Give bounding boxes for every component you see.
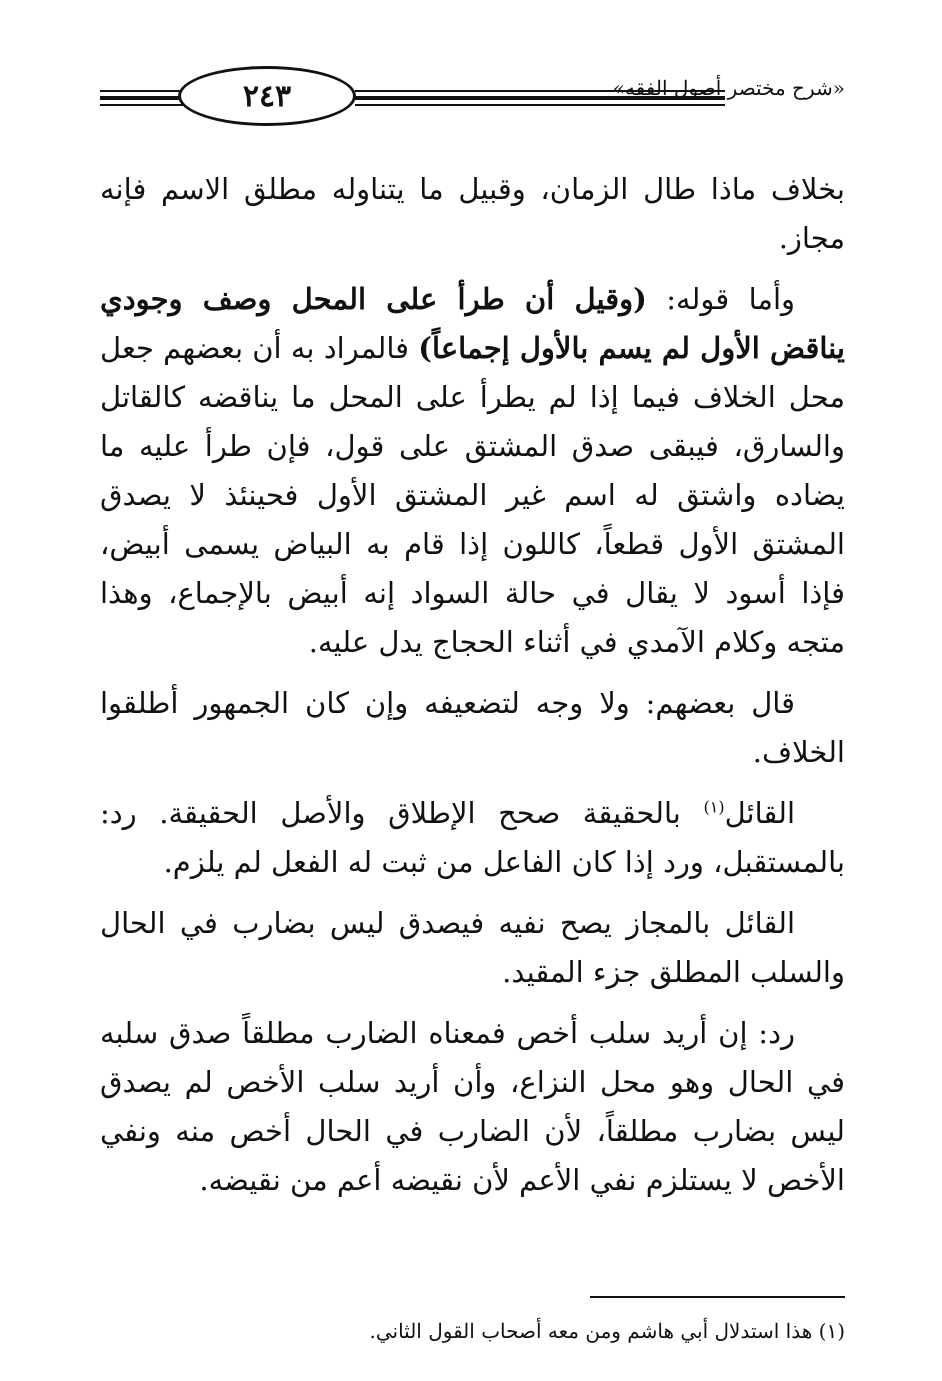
paragraph-6: رد: إن أريد سلب أخص فمعناه الضارب مطلقاً صدق سلبه في الحال وهو محل النزاع، وأن أريد سلب الأخص لم يصدق ليس بضارب مطلقاً، لأن الضارب في الحال أخص منه ونفي الأخص لا يستلزم نفي الأعم لأن نقيضه أعم من نقيضه. <box>100 1016 845 1197</box>
quoted-matn: (وقيل أن طرأ على المحل وصف وجودي يناقض الأول لم يسم بالأول إجماعاً) <box>100 282 846 365</box>
paragraph-4 <box>100 789 845 887</box>
footnote-separator <box>590 1296 845 1298</box>
paragraph-2 <box>100 275 845 667</box>
footnote: (١) هذا استدلال أبي هاشم ومن معه أصحاب القول الثاني. <box>369 1319 845 1343</box>
paragraph-2-intro: وأما قوله: <box>646 282 795 316</box>
paragraph-4-rest: بالحقيقة صحح الإطلاق والأصل الحقيقة. رد: بالمستقبل، ورد إذا كان الفاعل من ثبت له الفعل لم يلزم. <box>100 796 845 879</box>
body-text <box>100 165 845 1217</box>
footnote-marker: (١) <box>703 797 725 817</box>
paragraph-1: بخلاف ماذا طال الزمان، وقبيل ما يتناوله مطلق الاسم فإنه مجاز. <box>100 172 845 255</box>
running-title: «شرح مختصر أصول الفقه» <box>612 76 845 100</box>
paragraph-5: القائل بالمجاز يصح نفيه فيصدق ليس بضارب في الحال والسلب المطلق جزء المقيد. <box>100 906 845 989</box>
paragraph-2-rest: فالمراد به أن بعضهم جعل محل الخلاف فيما إذا لم يطرأ على المحل ما يناقضه كالقاتل والسارق، فيبقى صدق المشتق على قول، فإن طرأ عليه ما يضاده واشتق له اسم غير المشتق الأول فحينئذ لا يصدق المشتق الأول قطعاً، كاللون إذا قام به البياض يسمى أبيض، فإذا أسود لا يقال في حالة السواد إنه أبيض بالإجماع، وهذا متجه وكلام الآمدي في أثناء الحجاج يدل عليه. <box>100 331 845 659</box>
paragraph-3: قال بعضهم: ولا وجه لتضعيفه وإن كان الجمهور أطلقوا الخلاف. <box>100 686 845 769</box>
page-number-oval <box>178 66 356 126</box>
page-header <box>100 66 845 140</box>
page-number: ٢٤٣ <box>242 78 292 114</box>
paragraph-4-start: القائل <box>724 796 795 830</box>
